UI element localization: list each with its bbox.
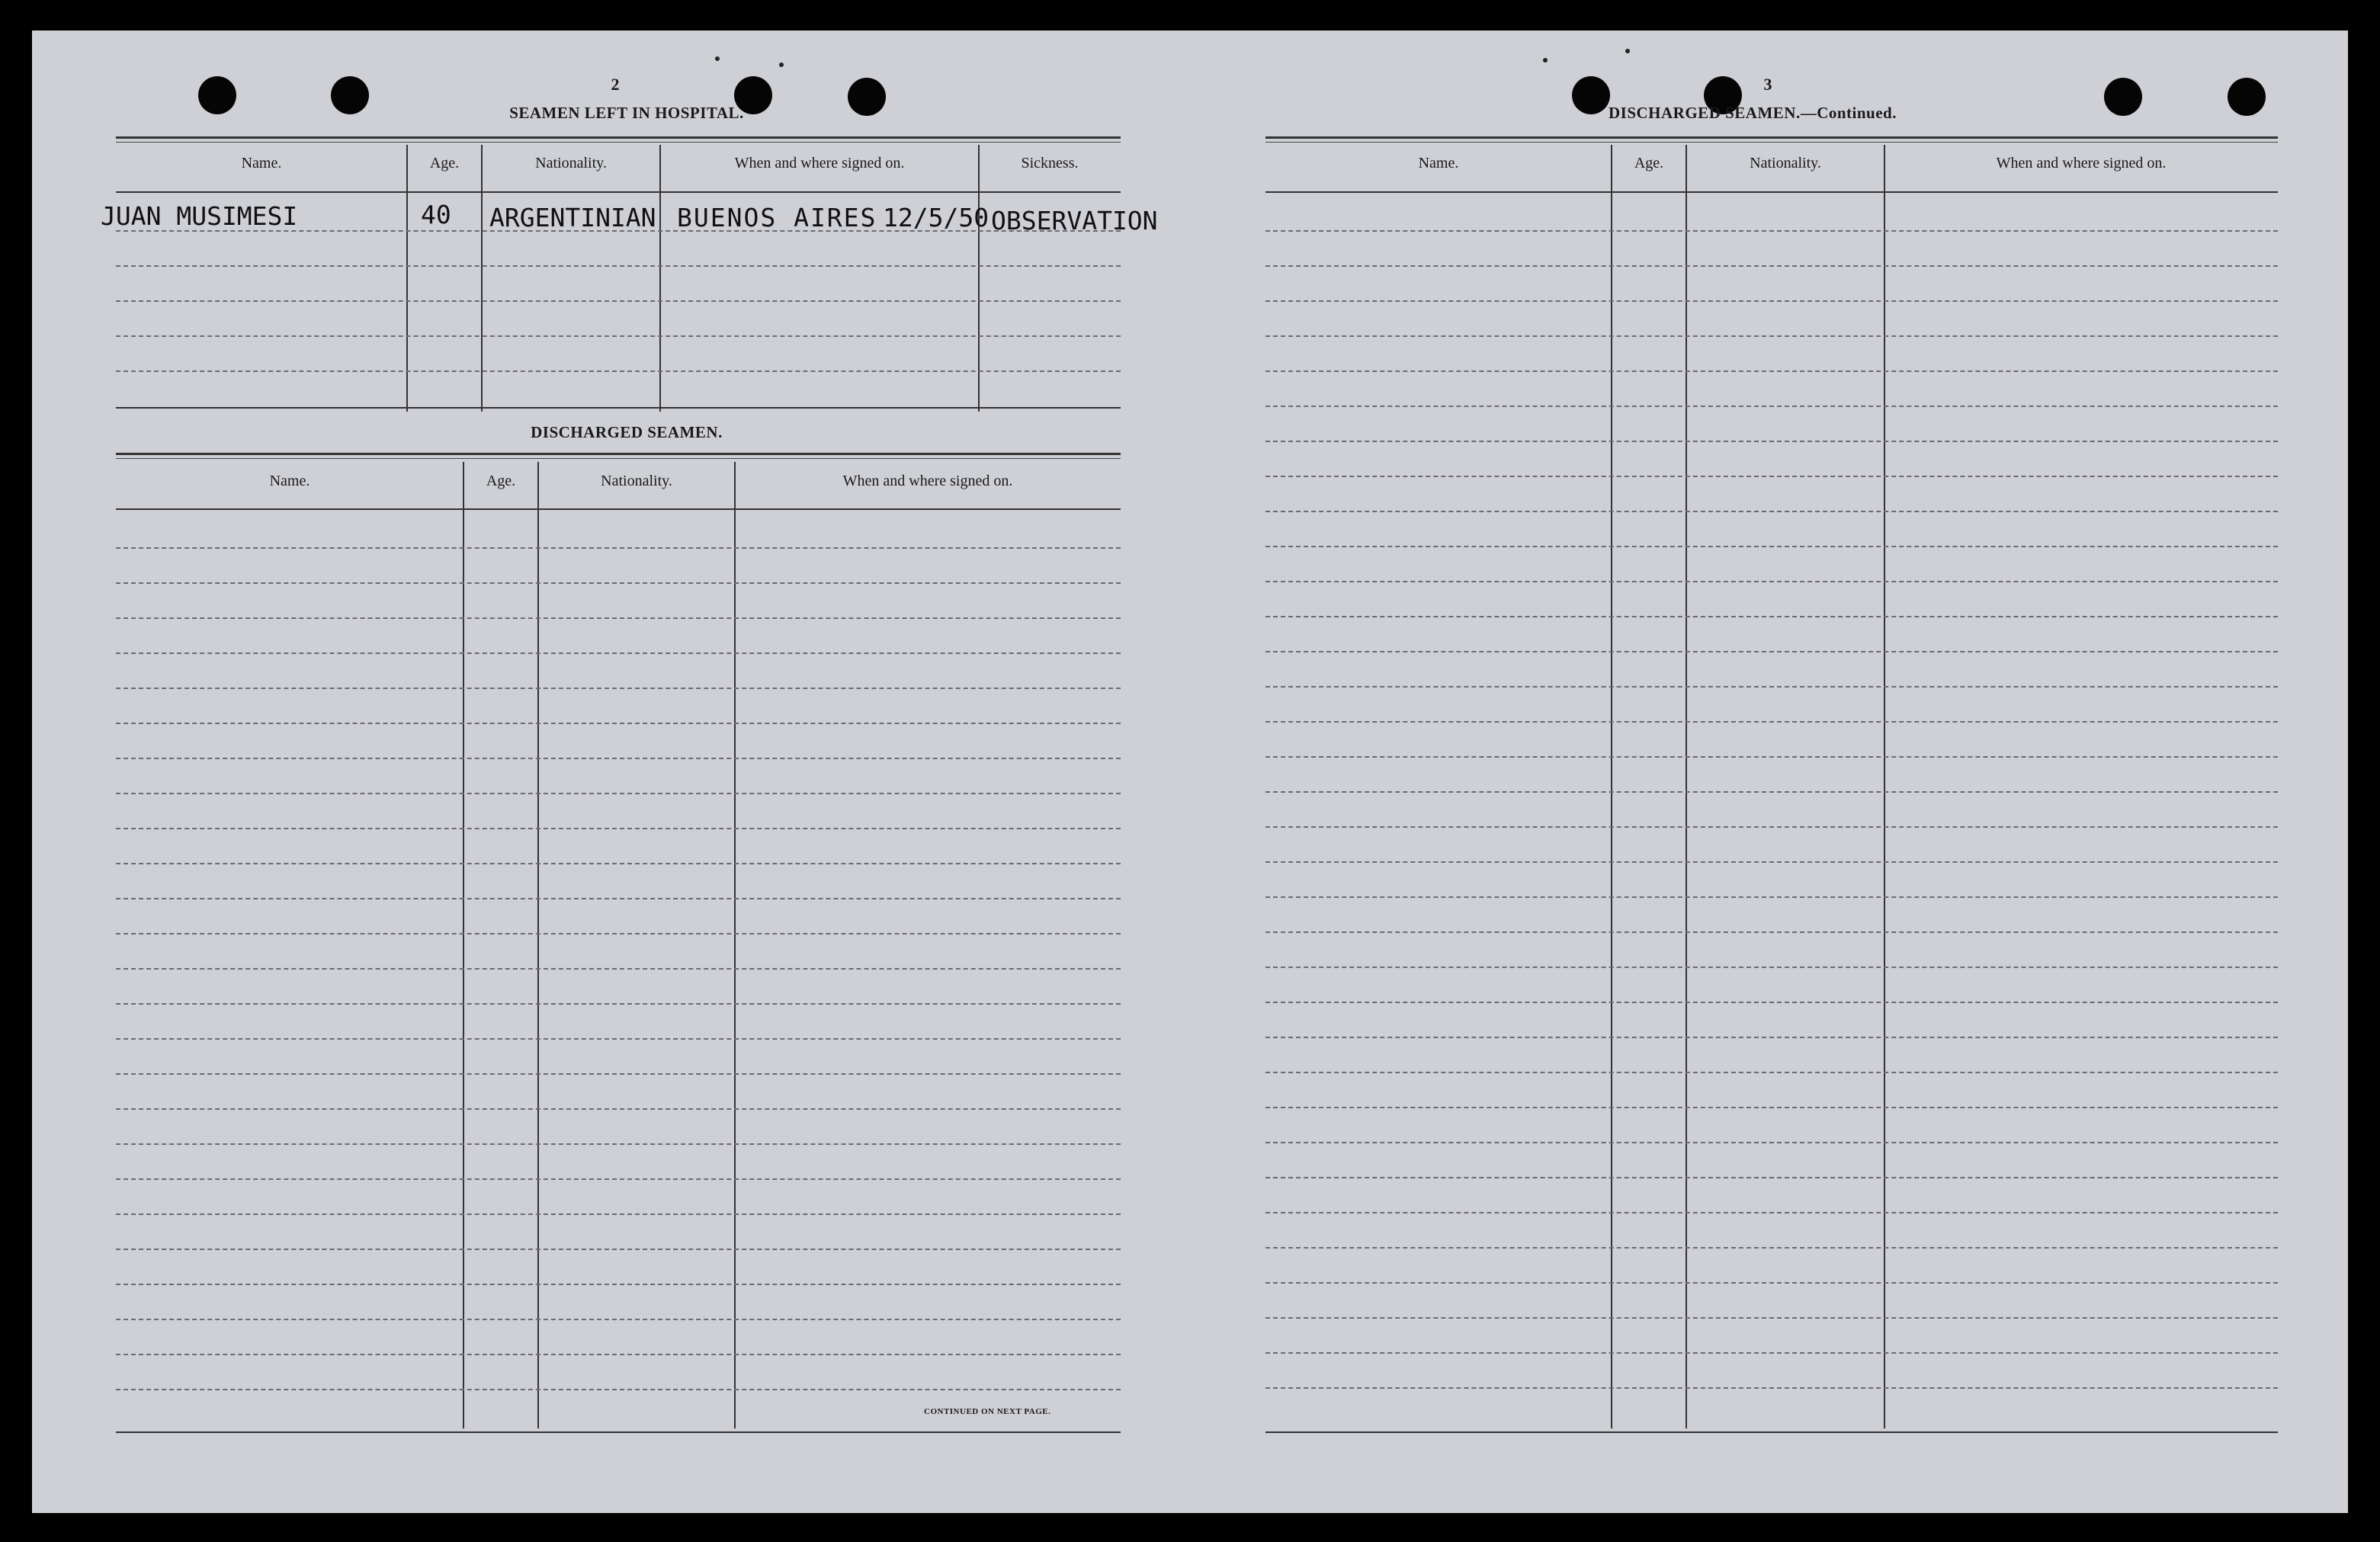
- heading-continued: —Continued.: [1800, 104, 1897, 122]
- page-number: 2: [611, 75, 620, 94]
- document-sheet: [32, 30, 2348, 1513]
- column-header-signed-on: When and where signed on.: [734, 155, 905, 172]
- row-line: [1265, 370, 2278, 372]
- row-line: [116, 652, 1121, 654]
- heading-main: DISCHARGED SEAMEN.: [1609, 104, 1801, 122]
- row-line: [1265, 1212, 2278, 1213]
- punch-hole-icon: [1572, 76, 1610, 114]
- table-bottom-rule: [116, 407, 1121, 409]
- entry-signed-on-date: 12/5/50: [883, 203, 990, 232]
- row-line: [1265, 896, 2278, 898]
- row-line: [116, 1354, 1121, 1355]
- row-line: [1265, 441, 2278, 442]
- row-line: [1265, 791, 2278, 793]
- entry-nationality: ARGENTINIAN: [489, 203, 656, 232]
- row-line: [116, 1038, 1121, 1040]
- row-line: [1265, 1142, 2278, 1143]
- row-line: [116, 300, 1121, 302]
- entry-signed-on-place: BUENOS AIRES: [677, 203, 877, 232]
- row-line: [116, 758, 1121, 759]
- row-line: [1265, 300, 2278, 302]
- row-line: [1265, 581, 2278, 582]
- row-line: [116, 933, 1121, 934]
- row-line: [116, 898, 1121, 899]
- entry-sickness: OBSERVATION: [991, 206, 1158, 236]
- row-line: [1265, 511, 2278, 512]
- header-rule: [116, 508, 1121, 510]
- speck-icon: [779, 63, 784, 67]
- row-line: [1265, 230, 2278, 232]
- row-line: [1265, 861, 2278, 863]
- column-header-age: Age.: [1634, 155, 1664, 172]
- row-line: [1265, 1107, 2278, 1108]
- punch-hole-icon: [331, 76, 369, 114]
- row-line: [116, 370, 1121, 372]
- column-header-signed-on: When and where signed on.: [842, 473, 1013, 489]
- column-header-nationality: Nationality.: [601, 473, 672, 489]
- row-line: [1265, 1177, 2278, 1178]
- page-number: 3: [1763, 75, 1772, 94]
- row-line: [116, 1319, 1121, 1320]
- table-bottom-rule: [1265, 1431, 2278, 1433]
- column-header-name: Name.: [1418, 155, 1459, 172]
- column-divider: [1884, 145, 1885, 1428]
- column-header-signed-on: When and where signed on.: [1996, 155, 2167, 172]
- row-line: [116, 863, 1121, 864]
- row-line: [116, 1284, 1121, 1285]
- header-rule: [1265, 191, 2278, 193]
- row-line: [1265, 1002, 2278, 1003]
- row-line: [1265, 931, 2278, 933]
- row-line: [1265, 1282, 2278, 1284]
- row-line: [116, 1389, 1121, 1390]
- row-line: [1265, 651, 2278, 652]
- discharged-heading: DISCHARGED SEAMEN.: [531, 423, 723, 441]
- row-line: [1265, 1037, 2278, 1038]
- punch-hole-icon: [2228, 78, 2266, 116]
- speck-icon: [715, 56, 720, 61]
- row-line: [1265, 721, 2278, 723]
- row-line: [116, 547, 1121, 549]
- hospital-heading: SEAMEN LEFT IN HOSPITAL.: [509, 104, 744, 122]
- table-top-rule: [1265, 136, 2278, 143]
- row-line: [1265, 967, 2278, 968]
- row-line: [1265, 616, 2278, 617]
- entry-name: JUAN MUSIMESI: [101, 201, 298, 231]
- discharged-continued-heading: [1609, 104, 1897, 123]
- column-divider: [1611, 145, 1612, 1428]
- row-line: [116, 1003, 1121, 1005]
- column-divider: [1686, 145, 1687, 1428]
- punch-hole-icon: [198, 76, 236, 114]
- row-line: [116, 617, 1121, 619]
- column-header-sickness: Sickness.: [1021, 155, 1079, 172]
- speck-icon: [1543, 58, 1548, 63]
- row-line: [1265, 1352, 2278, 1354]
- row-line: [1265, 686, 2278, 688]
- column-header-nationality: Nationality.: [1750, 155, 1821, 172]
- punch-hole-icon: [848, 78, 886, 116]
- punch-hole-icon: [2104, 78, 2142, 116]
- row-line: [116, 1249, 1121, 1250]
- row-line: [116, 1073, 1121, 1075]
- row-line: [1265, 756, 2278, 758]
- row-line: [116, 265, 1121, 267]
- row-line: [1265, 265, 2278, 267]
- column-header-name: Name.: [241, 155, 282, 172]
- column-header-age: Age.: [486, 473, 516, 489]
- row-line: [1265, 1387, 2278, 1389]
- row-line: [116, 582, 1121, 584]
- row-line: [116, 968, 1121, 970]
- table-bottom-rule: [116, 1431, 1121, 1433]
- column-header-age: Age.: [429, 155, 460, 172]
- column-header-nationality: Nationality.: [535, 155, 607, 172]
- continued-footer: CONTINUED ON NEXT PAGE.: [924, 1407, 1051, 1416]
- row-line: [1265, 335, 2278, 337]
- row-line: [1265, 476, 2278, 477]
- row-line: [1265, 826, 2278, 828]
- table-top-rule: [116, 136, 1121, 143]
- row-line: [116, 688, 1121, 689]
- row-line: [116, 1143, 1121, 1145]
- speck-icon: [1625, 49, 1630, 53]
- row-line: [116, 723, 1121, 724]
- row-line: [116, 335, 1121, 337]
- column-header-name: Name.: [269, 473, 310, 489]
- row-line: [1265, 546, 2278, 547]
- row-line: [1265, 1247, 2278, 1249]
- entry-age: 40: [421, 200, 451, 229]
- row-line: [116, 793, 1121, 794]
- table-top-rule: [116, 453, 1121, 459]
- row-line: [116, 1108, 1121, 1110]
- header-rule: [116, 191, 1121, 193]
- row-line: [1265, 1317, 2278, 1319]
- row-line: [116, 1213, 1121, 1215]
- row-line: [1265, 406, 2278, 407]
- row-line: [1265, 1072, 2278, 1073]
- row-line: [116, 828, 1121, 829]
- row-line: [116, 1178, 1121, 1180]
